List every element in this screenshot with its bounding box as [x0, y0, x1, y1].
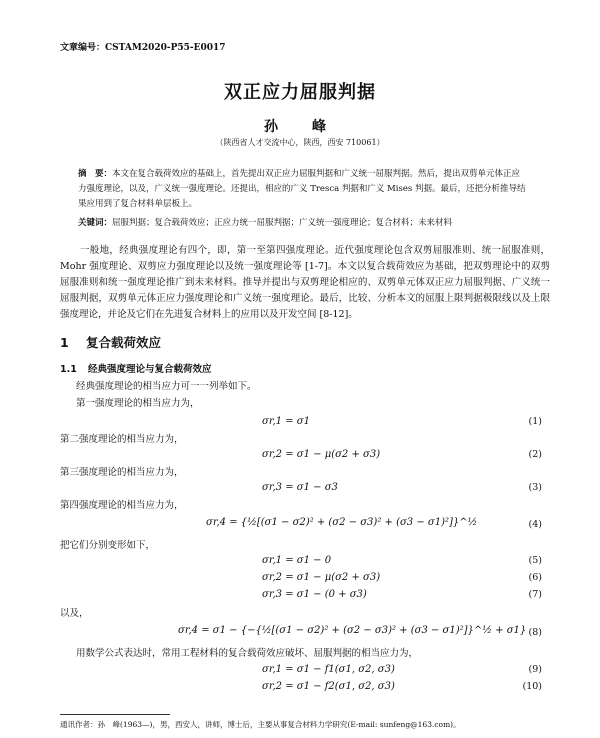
text-line: 第三强度理论的相当应力为，	[60, 467, 184, 478]
text-line: 经典强度理论的相当应力可一一列举如下。	[76, 381, 257, 392]
equation-number: (8)	[528, 627, 542, 638]
keywords	[78, 216, 528, 228]
equation-3: σr,3 = σ1 − σ3	[262, 482, 338, 493]
equation-number: (7)	[528, 589, 542, 600]
equation-number: (5)	[528, 555, 542, 566]
equation-number: (10)	[522, 681, 542, 692]
section-heading	[60, 333, 161, 351]
section-number: 1	[60, 335, 69, 350]
equation-6: σr,2 = σ1 − μ(σ2 + σ3)	[262, 572, 381, 583]
keywords-label: 关键词：	[78, 218, 113, 228]
equation-4: σr,4 = {½[(σ1 − σ2)² + (σ2 − σ3)² + (σ3 − σ1)²]}^½	[206, 517, 478, 528]
equation-7: σr,3 = σ1 − (0 + σ3)	[262, 589, 367, 600]
subsection-number: 1.1	[60, 364, 77, 375]
paper-title: 双正应力屈服判据	[224, 82, 376, 103]
text-line: 以及，	[60, 608, 89, 619]
equation-number: (1)	[528, 416, 542, 427]
intro-paragraph: 一般地，经典强度理论有四个，即，第一至第四强度理论。近代强度理论包含双剪屈服准则、统一屈服准则，Mohr 强度理论、双剪应力强度理论以及统一强度理论等 [1-7]。本文以复合载荷效应为基础，把双剪理论中的双剪屈服准则和统一强度理论推广到未来材料。推导并提出与双剪理论相应的、双剪单元体双正应力屈服判据、广义统一屈服判据，双剪单元体正应力强度理论和广义统一强度理论。最后，比较、分析本文的屈服上限判据极限线以及上限强度理论，并论及它们在先进复合材料上的应用以及开发空间 [8-12]。	[60, 245, 550, 320]
equation-8: σr,4 = σ1 − {−{½[(σ1 − σ2)² + (σ2 − σ3)² + (σ3 − σ1)²]}^½ + σ1}	[178, 625, 527, 636]
equation-number: (2)	[528, 449, 542, 460]
text-line: 第四强度理论的相当应力为，	[60, 500, 184, 511]
footnote-rule	[60, 714, 170, 715]
abstract-label: 摘 要：	[78, 169, 113, 179]
subsection-heading	[60, 361, 212, 375]
equation-number: (9)	[528, 664, 542, 675]
equation-5: σr,1 = σ1 − 0	[262, 555, 332, 566]
keywords-text: 屈服判据；复合载荷效应；正应力统一屈服判据；广义统一强度理论；复合材料；未来材料	[112, 218, 453, 228]
footnote: 通讯作者：孙 峰(1963—)，男，西安人，讲师，博士后，主要从事复合材料力学研究(E-mail: sunfeng@163.com)。	[60, 720, 461, 729]
equation-2: σr,2 = σ1 − μ(σ2 + σ3)	[262, 449, 381, 460]
equation-number: (6)	[528, 572, 542, 583]
text-line: 第一强度理论的相当应力为，	[76, 398, 200, 409]
equation-10: σr,2 = σ1 − f2(σ1, σ2, σ3)	[262, 681, 395, 692]
author-affiliation: （陕西省人才交流中心，陕西，西安 710061）	[215, 138, 385, 147]
equation-1: σr,1 = σ1	[262, 416, 310, 427]
abstract	[78, 167, 528, 212]
text-line: 用数学公式表达时，常用工程材料的复合载荷效应破坏、屈服判据的相当应力为，	[76, 648, 419, 659]
text-line: 第二强度理论的相当应力为，	[60, 434, 184, 445]
equation-number: (4)	[528, 519, 542, 530]
abstract-text: 本文在复合载荷效应的基础上，首先提出双正应力屈服判据和广义统一屈服判据。然后，提出双剪单元体正应力强度理论，以及，广义统一强度理论。还提出，相应的广义 Tresca 判据和广义 Mises 判据。最后，还把分析推导结果应用到了复合材料单层板上。	[78, 169, 526, 209]
author-name: 孙 峰	[264, 119, 336, 135]
section-title: 复合载荷效应	[86, 335, 162, 350]
article-number: 文章编号：CSTAM2020-P55-E0017	[60, 43, 226, 53]
text-line: 把它们分别变形如下，	[60, 540, 156, 551]
equation-9: σr,1 = σ1 − f1(σ1, σ2, σ3)	[262, 664, 395, 675]
subsection-title: 经典强度理论与复合载荷效应	[88, 364, 212, 375]
equation-number: (3)	[528, 482, 542, 493]
